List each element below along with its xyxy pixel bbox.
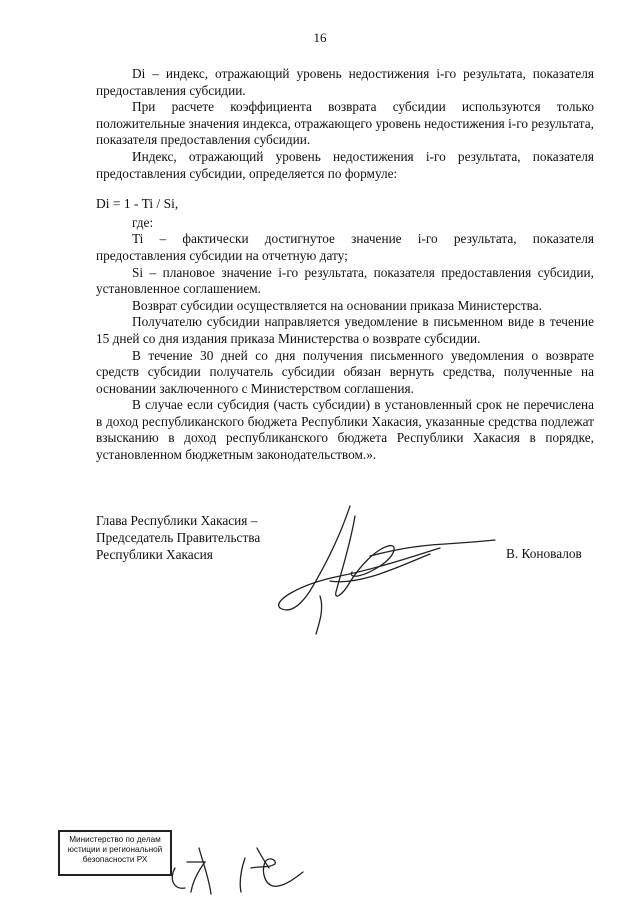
paragraph-30-days: В течение 30 дней со дня получения письменного уведомления о возврате средств субсидии получатель субсидии обязан вернуть средства, полученные на основании заключенного с Министерством соглашения.	[96, 347, 594, 396]
handwritten-initials	[165, 838, 315, 898]
paragraph-notification: Получателю субсидии направляется уведомление в письменном виде в течение 15 дней со дня издания приказа Министерства о возврате субсидии.	[96, 314, 594, 346]
stamp-line-3: безопасности РХ	[82, 855, 148, 864]
paragraph-formula-intro: Индекс, отражающий уровень недостижения i-го результата, показателя предоставления субсидии, определяется по формуле:	[96, 148, 594, 181]
ministry-stamp	[58, 830, 172, 876]
paragraph-di-definition: Di – индекс, отражающий уровень недостижения i-го результата, показателя предоставления субсидии.	[96, 66, 594, 98]
handwritten-signature	[270, 496, 500, 636]
signatory-title	[96, 512, 260, 563]
signatory-line-1: Глава Республики Хакасия –	[96, 513, 258, 528]
stamp-line-1: Министерство по делам	[69, 835, 161, 844]
paragraph-recovery: В случае если субсидия (часть субсидии) в установленный срок не перечислена в доход республиканского бюджета Республики Хакасия, указанные средства подлежат взысканию в доход республиканского бюджета Республики Хакасия в порядке, установленном бюджетным законодательством.».	[96, 397, 594, 463]
signatory-name: В. Коновалов	[506, 546, 582, 561]
page-number: 16	[313, 30, 327, 45]
signatory-line-3: Республики Хакасия	[96, 547, 213, 562]
definition-si: Si – плановое значение i-го результата, показателя предоставления субсидии, установленное соглашением.	[96, 264, 594, 297]
stamp-line-2: юстиции и региональной	[67, 845, 163, 854]
formula: Di = 1 - Ti / Si,	[96, 196, 179, 212]
where-label: где:	[132, 214, 154, 230]
signatory-line-2: Председатель Правительства	[96, 530, 261, 545]
paragraph-return-basis: Возврат субсидии осуществляется на основании приказа Министерства.	[132, 297, 542, 313]
definition-ti: Ti – фактически достигнутое значение i-го результата, показателя предоставления субсидии на отчетную дату;	[96, 231, 594, 263]
paragraph-positive-values: При расчете коэффициента возврата субсидии используются только положительные значения индекса, отражающего уровень недостижения i-го результата, показателя предоставления субсидии.	[96, 99, 594, 148]
document-body	[96, 66, 594, 464]
